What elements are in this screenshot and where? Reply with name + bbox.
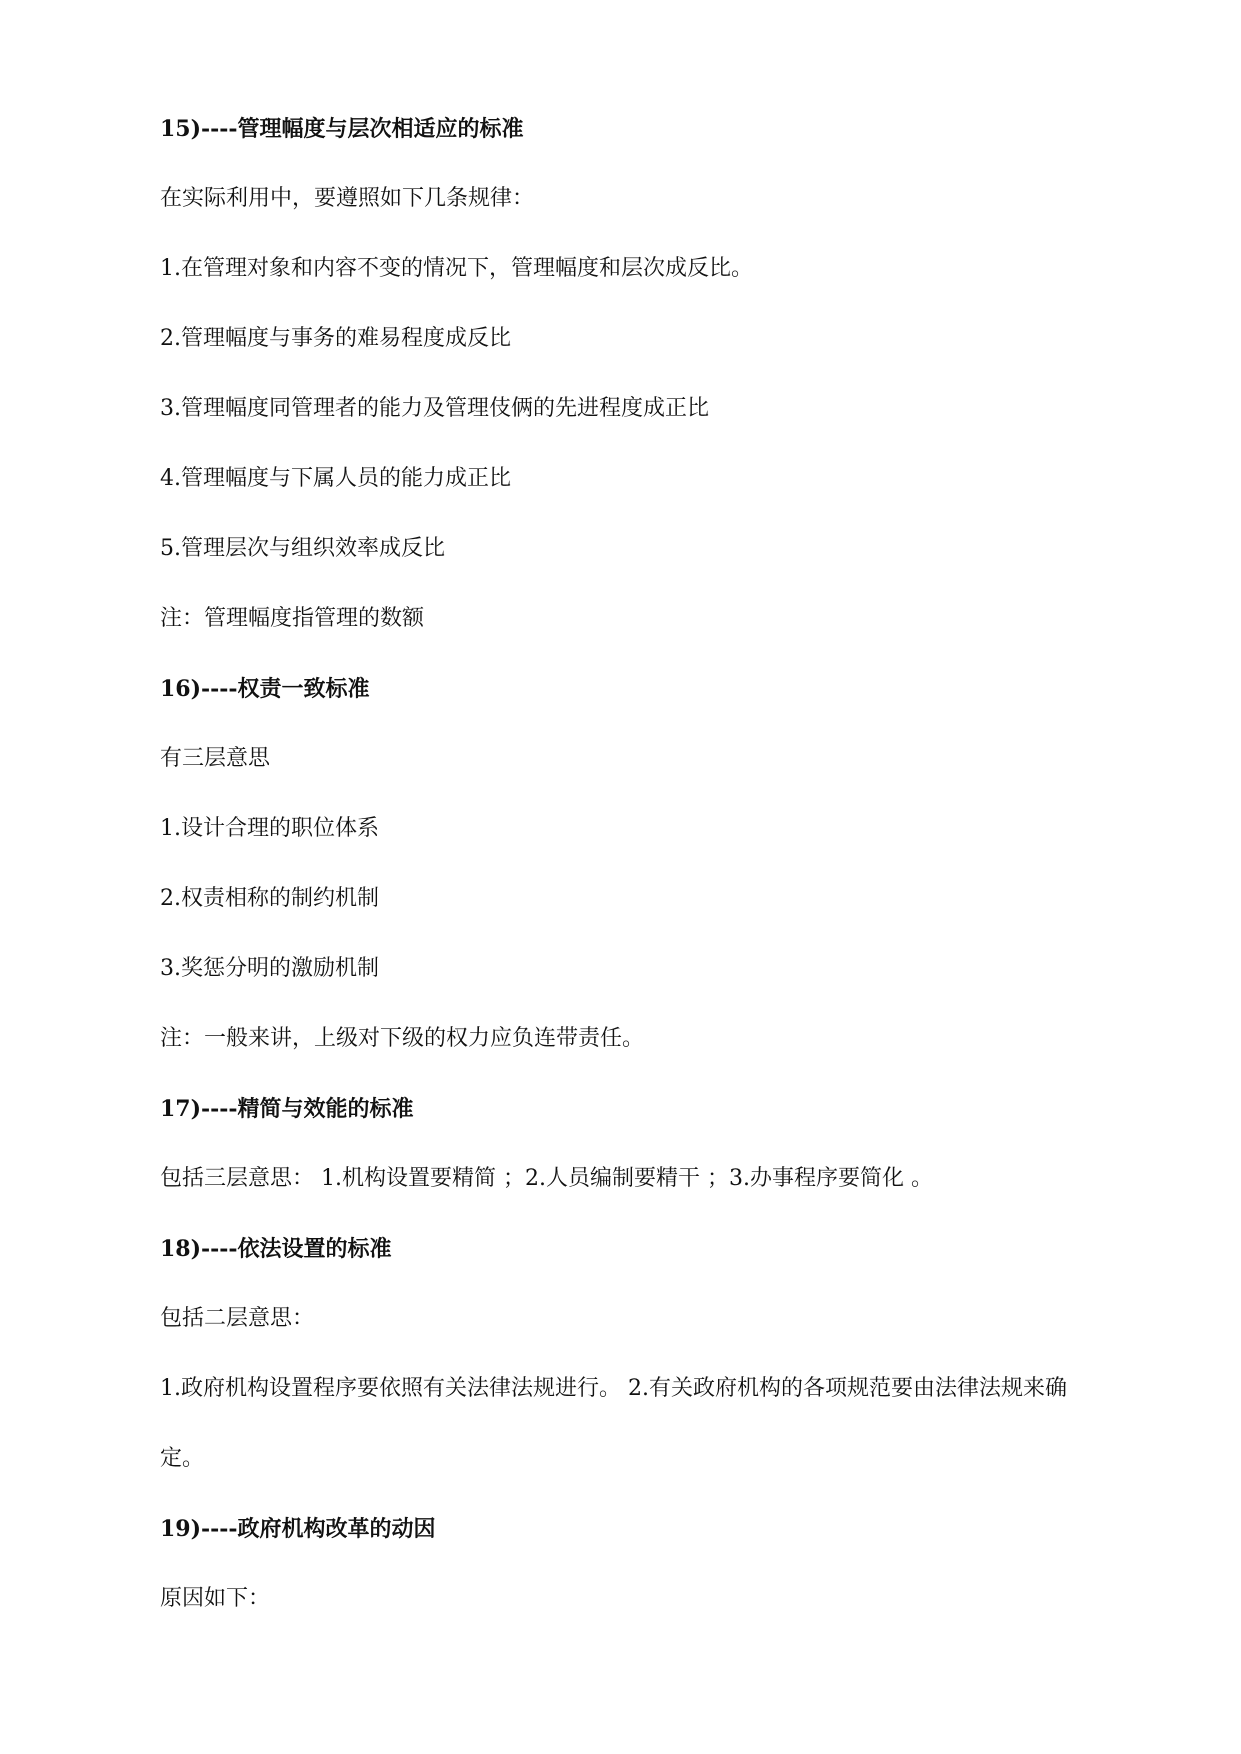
section-16-line-4: 3.奖惩分明的激励机制 [160,956,379,981]
section-16-line-1: 有三层意思 [160,746,271,771]
section-15-line-1: 在实际利用中，要遵照如下几条规律： [160,186,535,211]
section-18-line-3: 定。 [160,1446,205,1471]
section-16-line-5: 注：一般来讲，上级对下级的权力应负连带责任。 [160,1026,645,1051]
section-15-line-7: 注：管理幅度指管理的数额 [160,606,425,631]
section-15-heading: 15)----管理幅度与层次相适应的标准 [160,116,524,142]
section-15-line-4: 3.管理幅度同管理者的能力及管理伎俩的先进程度成正比 [160,396,709,421]
section-16-line-3: 2.权责相称的制约机制 [160,886,379,911]
section-18-heading: 18)----依法设置的标准 [160,1236,392,1262]
section-16-heading: 16)----权责一致标准 [160,676,370,702]
section-18-line-2: 1.政府机构设置程序要依照有关法律法规进行。 2.有关政府机构的各项规范要由法律法规来确 [160,1376,1067,1401]
section-15-line-3: 2.管理幅度与事务的难易程度成反比 [160,326,511,351]
section-19-heading: 19)----政府机构改革的动因 [160,1516,436,1542]
section-17-heading: 17)----精简与效能的标准 [160,1096,414,1122]
section-19-line-1: 原因如下： [160,1586,271,1611]
section-15-line-5: 4.管理幅度与下属人员的能力成正比 [160,466,511,491]
section-15-line-2: 1.在管理对象和内容不变的情况下，管理幅度和层次成反比。 [160,256,753,281]
section-16-line-2: 1.设计合理的职位体系 [160,816,379,841]
section-15-line-6: 5.管理层次与组织效率成反比 [160,536,445,561]
section-18-line-1: 包括二层意思： [160,1306,315,1331]
section-17-line-1: 包括三层意思： 1.机构设置要精简 ；2.人员编制要精干 ；3.办事程序要简化 。 [160,1166,933,1191]
